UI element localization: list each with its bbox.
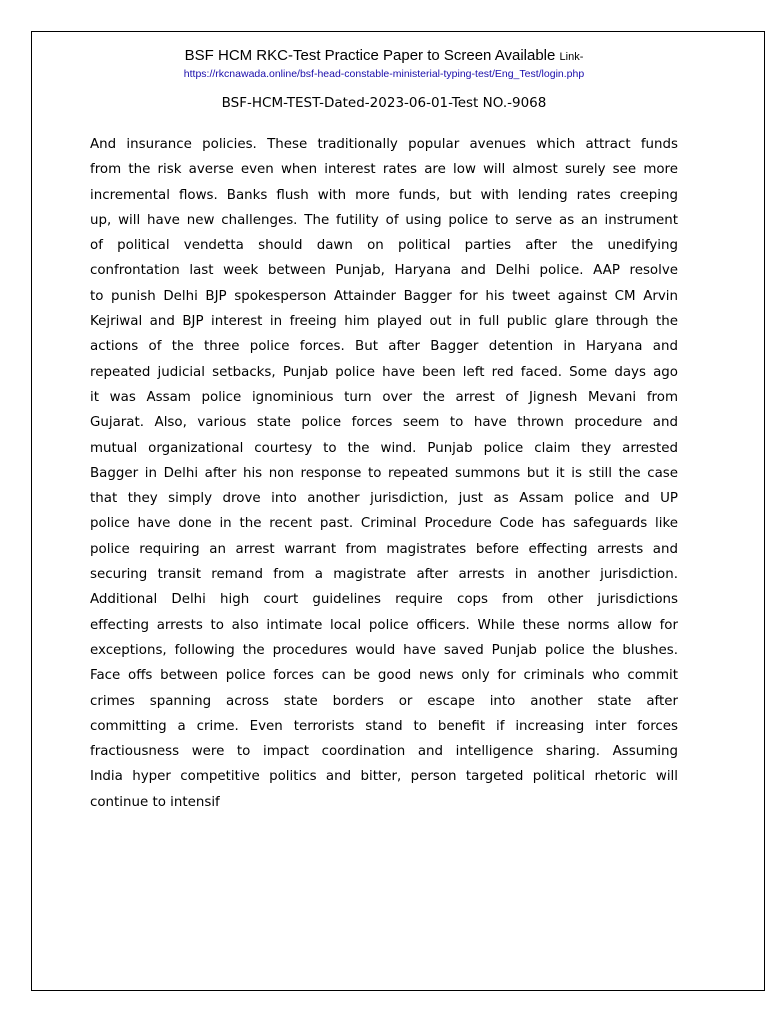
passage-line: effecting arrests to also intimate local police officers. While these norms allow for — [90, 617, 678, 633]
passage-line: fractiousness were to impact coordination and intelligence sharing. Assuming — [90, 744, 678, 760]
passage-line: actions of the three police forces. But after Bagger detention in Haryana and — [90, 339, 678, 355]
passage-line: confrontation last week between Punjab, Haryana and Delhi police. AAP resolve — [90, 263, 678, 279]
passage-line: And insurance policies. These traditionally popular avenues which attract funds — [90, 137, 678, 152]
passage-line: up, will have new challenges. The futility of using police to serve as an instrument — [90, 212, 678, 228]
passage-line: of political vendetta should dawn on political parties after the unedifying — [90, 238, 678, 254]
passage-line: police have done in the recent past. Criminal Procedure Code has safeguards like — [90, 516, 678, 532]
test-id: BSF-HCM-TEST-Dated-2023-06-01-Test NO.-9068 — [221, 95, 547, 111]
passage-line: crimes spanning across state borders or escape into another state after — [90, 693, 678, 709]
passage-line: Additional Delhi high court guidelines require cops from other jurisdictions — [90, 592, 678, 608]
passage-line: that they simply drove into another jurisdiction, just as Assam police and UP — [90, 491, 678, 507]
passage-line: exceptions, following the procedures would have saved Punjab police the blushes. — [90, 642, 678, 658]
passage-line: Gujarat. Also, various state police forces seem to have thrown procedure and — [90, 415, 678, 431]
passage-line: India hyper competitive politics and bitter, person targeted political rhetoric will — [90, 769, 678, 785]
passage-line: Kejriwal and BJP interest in freeing him played out in full public glare through the — [90, 314, 678, 330]
header-link-prefix: Link- — [559, 51, 584, 63]
passage-line: to punish Delhi BJP spokesperson Attainder Bagger for his tweet against CM Arvin — [90, 288, 678, 304]
passage-line: from the risk averse even when interest rates are low will almost surely see more — [90, 162, 678, 178]
passage-text — [90, 132, 678, 815]
header-link[interactable]: https://rkcnawada.online/bsf-head-constable-ministerial-typing-test/Eng_Test/login.php — [183, 68, 585, 80]
passage-line: committing a crime. Even terrorists stand to benefit if increasing inter forces — [90, 718, 678, 734]
passage-line: incremental flows. Banks flush with more funds, but with lending rates creeping — [90, 187, 678, 203]
passage-line: Bagger in Delhi after his non response to repeated summons but it is still the case — [90, 465, 678, 481]
passage-line: continue to intensif — [90, 794, 220, 810]
passage-line: mutual organizational courtesy to the wind. Punjab police claim they arrested — [90, 440, 678, 456]
passage-line: securing transit remand from a magistrate after arrests in another jurisdiction. — [90, 567, 678, 583]
header-title-line — [0, 47, 768, 64]
passage-line: repeated judicial setbacks, Punjab police have been left red faced. Some days ago — [90, 364, 678, 380]
header-title: BSF HCM RKC-Test Practice Paper to Screen Available — [184, 47, 556, 64]
passage-line: police requiring an arrest warrant from magistrates before effecting arrests and — [90, 541, 678, 557]
passage-line: it was Assam police ignominious turn over the arrest of Jignesh Mevani from — [90, 389, 678, 405]
passage-line: Face offs between police forces can be good news only for criminals who commit — [90, 668, 678, 684]
